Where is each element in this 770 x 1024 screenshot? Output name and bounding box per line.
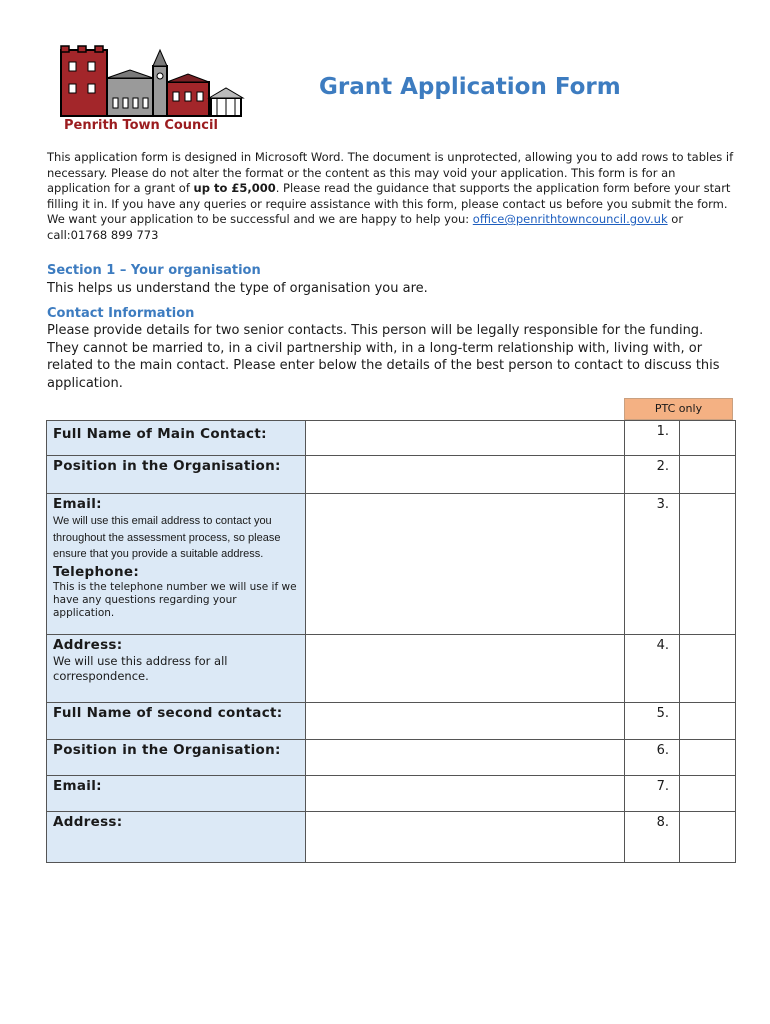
second-contact-name-label: Full Name of second contact: <box>53 705 283 721</box>
ptc-check-cell[interactable] <box>680 776 736 812</box>
row-label-cell <box>47 635 306 703</box>
second-contact-email-label: Email: <box>53 778 102 794</box>
ptc-number: 1. <box>625 421 680 456</box>
ptc-only-header: PTC only <box>624 398 733 420</box>
row-label-cell <box>47 776 306 812</box>
table-row <box>47 456 736 494</box>
main-contact-position-field[interactable] <box>306 456 625 494</box>
ptc-check-cell[interactable] <box>680 635 736 703</box>
second-contact-position-label: Position in the Organisation: <box>53 742 281 758</box>
ptc-number: 2. <box>625 456 680 494</box>
table-row <box>47 740 736 776</box>
ptc-number: 8. <box>625 812 680 863</box>
row-label-cell <box>47 421 306 456</box>
table-row <box>47 703 736 740</box>
ptc-number: 6. <box>625 740 680 776</box>
ptc-number: 7. <box>625 776 680 812</box>
section1-heading: Section 1 – Your organisation <box>47 263 261 278</box>
table-row <box>47 776 736 812</box>
table-row <box>47 635 736 703</box>
ptc-check-cell[interactable] <box>680 703 736 740</box>
row-label-cell <box>47 812 306 863</box>
main-contact-email-telephone-field[interactable] <box>306 494 625 635</box>
main-contact-name-field[interactable] <box>306 421 625 456</box>
table-row <box>47 494 736 635</box>
row-label-cell <box>47 703 306 740</box>
contact-heading: Contact Information <box>47 306 195 321</box>
second-contact-address-field[interactable] <box>306 812 625 863</box>
ptc-number: 4. <box>625 635 680 703</box>
ptc-number: 5. <box>625 703 680 740</box>
table-row <box>47 812 736 863</box>
telephone-help-text: This is the telephone number we will use if we have any questions regarding your application. <box>53 580 297 619</box>
page-title: Grant Application Form <box>319 74 621 100</box>
ptc-check-cell[interactable] <box>680 740 736 776</box>
ptc-check-cell[interactable] <box>680 456 736 494</box>
grant-limit: up to £5,000 <box>193 181 276 195</box>
main-contact-email-label: Email: <box>53 496 102 512</box>
contact-description: Please provide details for two senior contacts. This person will be legally responsible for the funding. They cannot be married to, in a civil partnership with, in a long-term relationship with, living with, or related to the main contact. Please enter below the details of the best person to contact to discuss this application. <box>47 323 720 391</box>
table-row <box>47 421 736 456</box>
main-contact-name-label: Full Name of Main Contact: <box>53 426 267 442</box>
row-label-cell <box>47 740 306 776</box>
intro-paragraph: This application form is designed in Microsoft Word. The document is unprotected, allowing you to add rows to tables if necessary. Please do not alter the format or the content as this may void your application. This form is for an application for a grant of up to £5,000. Please read the guidance that supports the application form before your start filling it in. If you have any queries or require assistance with this form, please contact us before you submit the form. We want your application to be successful and we are happy to help you: office@penrithtowncouncil.gov.uk or call:01768 899 773 <box>47 150 734 242</box>
ptc-check-cell[interactable] <box>680 421 736 456</box>
main-contact-telephone-label: Telephone: <box>53 563 140 580</box>
second-contact-name-field[interactable] <box>306 703 625 740</box>
council-name: Penrith Town Council <box>64 118 218 133</box>
ptc-number: 3. <box>625 494 680 635</box>
ptc-check-cell[interactable] <box>680 494 736 635</box>
contact-table <box>46 420 736 863</box>
email-help-text: We will use this email address to contact you throughout the assessment process, so please ensure that you provide a suitable address. <box>53 515 281 560</box>
section1-description: This helps us understand the type of organisation you are. <box>47 281 428 296</box>
second-contact-position-field[interactable] <box>306 740 625 776</box>
email-link[interactable]: office@penrithtowncouncil.gov.uk <box>472 212 668 226</box>
address-help-text: We will use this address for all correspondence. <box>53 654 228 683</box>
main-contact-position-label: Position in the Organisation: <box>53 458 281 474</box>
second-contact-address-label: Address: <box>53 814 123 830</box>
ptc-check-cell[interactable] <box>680 812 736 863</box>
main-contact-address-label: Address: <box>53 637 123 653</box>
second-contact-email-field[interactable] <box>306 776 625 812</box>
row-label-cell <box>47 494 306 635</box>
main-contact-address-field[interactable] <box>306 635 625 703</box>
row-label-cell <box>47 456 306 494</box>
